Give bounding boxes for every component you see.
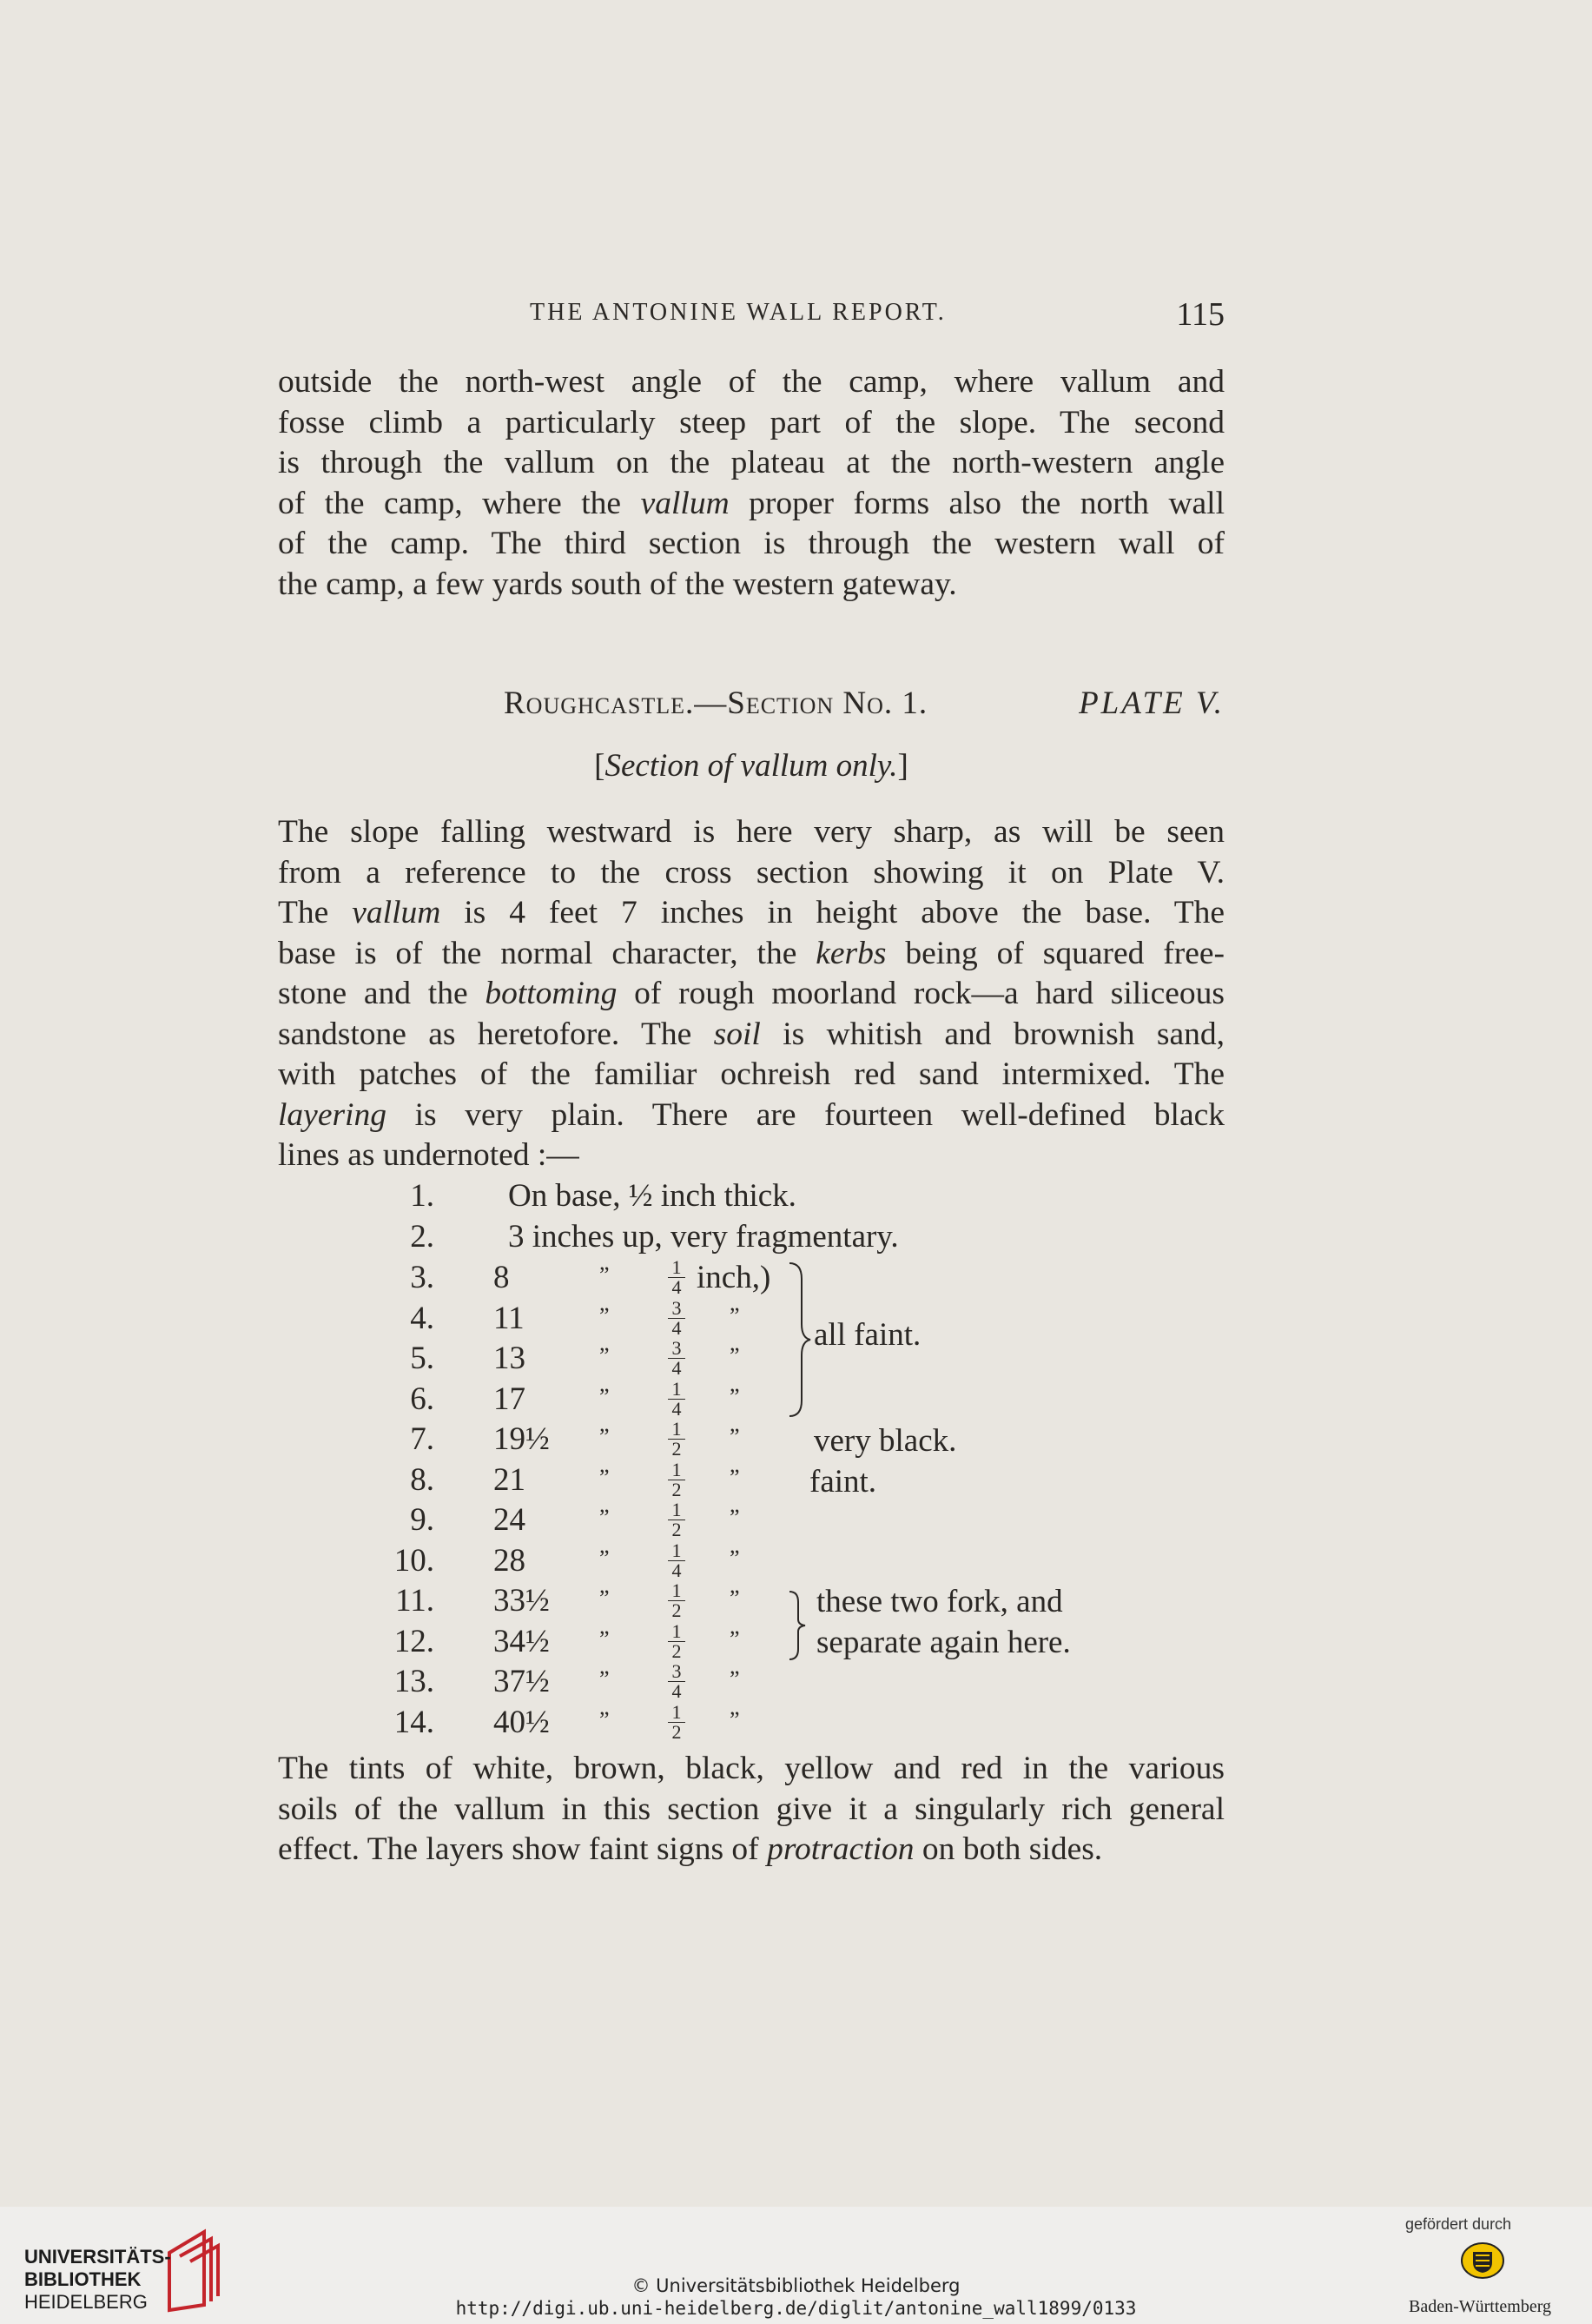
inches-value: 28 bbox=[493, 1542, 525, 1579]
item-number: 8. bbox=[410, 1461, 434, 1498]
text-line bbox=[278, 934, 1225, 975]
denominator: 4 bbox=[671, 1276, 682, 1298]
note-all-faint: all faint. bbox=[814, 1317, 922, 1353]
text-line: with patches of the familiar ochreish red sand intermixed. The bbox=[278, 1056, 1225, 1092]
ditto-mark: ” bbox=[599, 1262, 610, 1288]
item-number: 3. bbox=[410, 1260, 434, 1295]
inches-value: 33½ bbox=[493, 1583, 550, 1619]
text-run: base is of the normal character, the bbox=[278, 935, 816, 971]
text-run: effect. The layers show faint signs of bbox=[278, 1831, 768, 1867]
inches-value: 34½ bbox=[493, 1623, 550, 1659]
numerator: 1 bbox=[671, 1256, 682, 1278]
italic-term: vallum bbox=[352, 895, 441, 930]
inches-value: 11 bbox=[493, 1300, 525, 1336]
unit-label: inch,) bbox=[697, 1260, 771, 1295]
text-line: the camp, a few yards south of the western gateway. bbox=[278, 566, 957, 602]
text-line bbox=[278, 1830, 1225, 1870]
ditto-mark: ” bbox=[730, 1302, 740, 1328]
thickness-fraction bbox=[668, 1377, 685, 1420]
ditto-mark: ” bbox=[730, 1343, 740, 1368]
thickness-fraction bbox=[668, 1501, 685, 1539]
thickness-fraction bbox=[668, 1619, 685, 1662]
running-title: THE ANTONINE WALL REPORT. bbox=[530, 299, 947, 326]
numerator: 3 bbox=[671, 1337, 682, 1359]
state-crest-icon bbox=[1459, 2240, 1506, 2281]
thickness-fraction bbox=[668, 1660, 685, 1702]
text-run: proper forms also the north wall bbox=[729, 485, 1225, 521]
running-head bbox=[278, 295, 1225, 339]
denominator: 4 bbox=[671, 1357, 682, 1379]
item-number: 14. bbox=[393, 1704, 434, 1740]
item-number: 2. bbox=[410, 1219, 434, 1255]
numerator: 1 bbox=[671, 1579, 682, 1601]
thickness-fraction bbox=[668, 1539, 685, 1581]
text-line bbox=[278, 1015, 1225, 1056]
item-number: 4. bbox=[410, 1300, 434, 1336]
text-run: being of squared free- bbox=[886, 935, 1225, 971]
note-very-black: very black. bbox=[814, 1423, 957, 1459]
inches-value: 8 bbox=[493, 1260, 510, 1295]
item-text: On base, ½ inch thick. bbox=[508, 1178, 796, 1214]
note-faint: faint. bbox=[809, 1464, 877, 1500]
ditto-mark: ” bbox=[730, 1706, 740, 1732]
item-number: 9. bbox=[410, 1502, 434, 1538]
item-number: 5. bbox=[410, 1341, 434, 1376]
text-run: The bbox=[278, 895, 353, 930]
numerator: 1 bbox=[671, 1700, 682, 1723]
item-number: 6. bbox=[410, 1380, 434, 1417]
text-run: sandstone as heretofore. The bbox=[278, 1016, 714, 1052]
text-line: is through the vallum on the plateau at the north-western angle bbox=[278, 445, 1225, 480]
item-text: 3 inches up, very fragmentary. bbox=[508, 1219, 899, 1255]
numerator: 1 bbox=[671, 1418, 682, 1440]
ditto-mark: ” bbox=[599, 1302, 610, 1328]
text-line: The slope falling westward is here very sharp, as will be seen bbox=[278, 814, 1225, 850]
item-number: 1. bbox=[410, 1178, 434, 1214]
thickness-fraction bbox=[668, 1458, 685, 1500]
plate-reference: PLATE V. bbox=[1079, 685, 1225, 721]
text-line: lines as undernoted :— bbox=[278, 1137, 579, 1173]
thickness-fraction bbox=[668, 1296, 685, 1339]
text-line bbox=[278, 893, 1225, 934]
numerator: 1 bbox=[671, 1377, 682, 1400]
page-number: 115 bbox=[1176, 296, 1225, 333]
library-name: UNIVERSITÄTS- BIBLIOTHEK HEIDELBERG bbox=[24, 2246, 171, 2313]
ditto-mark: ” bbox=[599, 1343, 610, 1368]
italic-term: bottoming bbox=[485, 976, 618, 1011]
text-run: on both sides. bbox=[914, 1831, 1103, 1867]
thickness-fraction bbox=[668, 1337, 685, 1379]
text-run: of the camp, where the bbox=[278, 485, 641, 521]
ditto-mark: ” bbox=[599, 1505, 610, 1530]
inches-value: 19½ bbox=[493, 1421, 550, 1457]
note-fork-1: these two fork, and bbox=[816, 1584, 1063, 1619]
text-line: fosse climb a particularly steep part of the slope. The second bbox=[278, 404, 1225, 440]
item-number: 10. bbox=[393, 1542, 434, 1579]
text-line bbox=[278, 1096, 1225, 1136]
thickness-fraction bbox=[668, 1700, 685, 1743]
denominator: 4 bbox=[671, 1316, 682, 1339]
ditto-mark: ” bbox=[599, 1464, 610, 1490]
text-line: from a reference to the cross section showing it on Plate V. bbox=[278, 854, 1225, 891]
denominator: 2 bbox=[671, 1519, 682, 1540]
denominator: 4 bbox=[671, 1559, 682, 1581]
denominator: 2 bbox=[671, 1639, 682, 1662]
numerator: 1 bbox=[671, 1619, 682, 1642]
italic-term: kerbs bbox=[816, 935, 887, 971]
section-heading bbox=[504, 685, 1225, 728]
body-paragraph bbox=[278, 812, 1225, 1176]
denominator: 2 bbox=[671, 1478, 682, 1500]
ditto-mark: ” bbox=[730, 1545, 740, 1571]
text-line: of the camp. The third section is through the western wall of bbox=[278, 526, 1225, 561]
item-number: 7. bbox=[410, 1421, 434, 1457]
text-run: is very plain. There are fourteen well-defined black bbox=[386, 1096, 1225, 1133]
ditto-mark: ” bbox=[730, 1625, 740, 1652]
italic-term: vallum bbox=[640, 485, 730, 521]
denominator: 2 bbox=[671, 1599, 682, 1621]
section-subheading: [Section of vallum only.] bbox=[594, 748, 908, 784]
copyright-notice: © Universitätsbibliothek Heidelberg bbox=[631, 2275, 961, 2296]
inches-value: 40½ bbox=[493, 1704, 550, 1740]
ditto-mark: ” bbox=[730, 1424, 740, 1449]
ditto-mark: ” bbox=[730, 1666, 740, 1692]
numerator: 1 bbox=[671, 1539, 682, 1561]
text-line bbox=[278, 484, 1225, 525]
italic-term: soil bbox=[713, 1016, 761, 1052]
thickness-fraction bbox=[668, 1256, 685, 1298]
ditto-mark: ” bbox=[599, 1625, 610, 1652]
numerator: 3 bbox=[671, 1660, 682, 1682]
text-run: is 4 feet 7 inches in height above the base. The bbox=[440, 895, 1225, 930]
italic-term: protraction bbox=[767, 1831, 915, 1867]
ditto-mark: ” bbox=[730, 1383, 740, 1409]
intro-paragraph bbox=[278, 362, 1225, 605]
text-run: is whitish and brownish sand, bbox=[760, 1016, 1225, 1052]
numerator: 3 bbox=[671, 1296, 682, 1319]
thickness-fraction bbox=[668, 1579, 685, 1621]
inches-value: 17 bbox=[493, 1380, 525, 1417]
brace-group-faint bbox=[786, 1261, 812, 1418]
closing-paragraph bbox=[278, 1749, 1225, 1870]
ditto-mark: ” bbox=[599, 1706, 610, 1732]
ditto-mark: ” bbox=[730, 1586, 740, 1611]
source-link[interactable]: http://digi.ub.uni-heidelberg.de/diglit/antonine_wall1899/0133 bbox=[455, 2298, 1137, 2319]
numerator: 1 bbox=[671, 1458, 682, 1480]
numerator: 1 bbox=[671, 1499, 682, 1520]
text-line: The tints of white, brown, black, yellow and red in the various bbox=[278, 1751, 1225, 1786]
italic-term: layering bbox=[278, 1096, 386, 1133]
note-fork-2: separate again here. bbox=[816, 1625, 1071, 1660]
ditto-mark: ” bbox=[599, 1545, 610, 1571]
brace-group-fork bbox=[786, 1590, 812, 1661]
item-number: 11. bbox=[395, 1583, 434, 1619]
ditto-mark: ” bbox=[599, 1383, 610, 1409]
ditto-mark: ” bbox=[599, 1424, 610, 1449]
inches-value: 21 bbox=[493, 1461, 525, 1498]
item-number: 12. bbox=[393, 1623, 434, 1659]
inches-value: 37½ bbox=[493, 1664, 550, 1699]
text-line: outside the north-west angle of the camp, where vallum and bbox=[278, 364, 1225, 400]
item-number: 13. bbox=[393, 1664, 434, 1699]
ditto-mark: ” bbox=[730, 1505, 740, 1530]
inches-value: 24 bbox=[493, 1502, 525, 1538]
denominator: 2 bbox=[671, 1438, 682, 1460]
thickness-fraction bbox=[668, 1420, 685, 1458]
text-run: stone and the bbox=[278, 976, 486, 1011]
subheading-text: Section of vallum only. bbox=[604, 748, 898, 784]
text-run: of rough moorland rock—a hard siliceous bbox=[617, 976, 1225, 1011]
denominator: 4 bbox=[671, 1397, 682, 1420]
denominator: 4 bbox=[671, 1680, 682, 1702]
ditto-mark: ” bbox=[599, 1586, 610, 1611]
sponsor-name: Baden-Württemberg bbox=[1409, 2297, 1552, 2316]
ditto-mark: ” bbox=[730, 1464, 740, 1490]
text-line: soils of the vallum in this section give it a singularly rich general bbox=[278, 1791, 1225, 1827]
inches-value: 13 bbox=[493, 1341, 525, 1376]
ditto-mark: ” bbox=[599, 1666, 610, 1692]
denominator: 2 bbox=[671, 1720, 682, 1743]
section-title: Roughcastle.—Section No. 1. bbox=[504, 685, 928, 721]
funded-by-label: gefördert durch bbox=[1405, 2215, 1512, 2233]
text-line bbox=[278, 974, 1225, 1015]
